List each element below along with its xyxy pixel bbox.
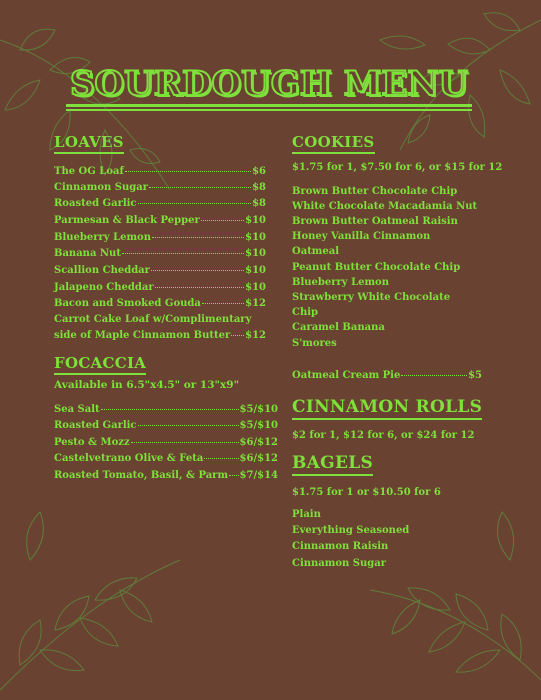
leader-dots [202,303,244,304]
item-name: Bacon and Smoked Gouda [54,298,201,309]
item-price: $10 [245,282,266,293]
cookies-pricing: $1.75 for 1, $7.50 for 6, or $15 for 12 [292,162,503,173]
leader-dots [131,442,239,443]
list-item [54,437,278,448]
item-price: $6 [252,166,266,177]
carrot-cake-line1: Carrot Cake Loaf w/Complimentary [54,314,252,325]
list-item [292,370,482,381]
leader-dots [231,335,244,336]
leader-dots [151,270,244,271]
leader-dots [138,425,239,426]
list-item: Caramel Banana [292,322,385,333]
item-name: Sea Salt [54,404,100,415]
list-item: Peanut Butter Chocolate Chip [292,262,461,273]
list-item: Honey Vanilla Cinnamon [292,231,431,242]
list-item [54,330,266,341]
list-item [54,453,278,464]
item-price: $8 [252,198,266,209]
item-price: $5 [468,370,482,381]
focaccia-subtitle: Available in 6.5"x4.5" or 13"x9" [54,379,240,391]
leader-dots [201,220,244,221]
leader-dots [155,287,245,288]
item-price: $7/$14 [239,470,278,481]
list-item [54,248,266,259]
leader-dots [122,253,244,254]
leader-dots [149,187,251,188]
list-item [54,282,266,293]
cookies-heading: COOKIES [292,133,375,154]
item-price: $5/$10 [239,404,278,415]
item-name: Roasted Garlic [54,420,137,431]
leader-dots [229,475,239,476]
menu-title: SOURDOUGH MENU [69,64,469,104]
item-price: $8 [252,182,266,193]
cinnamon-rolls-heading: CINNAMON ROLLS [292,397,482,420]
bagels-pricing: $1.75 for 1 or $10.50 for 6 [292,487,441,498]
item-price: $6/$12 [239,453,278,464]
item-name: Castelvetrano Olive & Feta [54,453,204,464]
title-underline [66,104,472,107]
item-name: Banana Nut [54,248,121,259]
leader-dots [204,458,238,459]
item-name: Roasted Tomato, Basil, & Parm [54,470,229,481]
item-name: Parmesan & Black Pepper [54,215,200,226]
item-price: $10 [245,215,266,226]
list-item: Oatmeal [292,246,340,257]
list-item [54,232,266,243]
item-price: $10 [245,265,266,276]
loaves-heading: LOAVES [54,133,124,154]
list-item: Cinnamon Raisin [292,541,389,552]
list-item [54,215,266,226]
leader-dots [152,237,244,238]
list-item: Brown Butter Oatmeal Raisin [292,216,458,227]
item-name: Cinnamon Sugar [54,182,149,193]
item-name: The OG Loaf [54,166,124,177]
list-item [54,470,278,481]
leader-dots [401,375,467,376]
item-price: $12 [245,330,266,341]
item-price: $10 [245,248,266,259]
leader-dots [138,203,252,204]
item-price: $6/$12 [239,437,278,448]
list-item [54,298,266,309]
list-item: Cinnamon Sugar [292,558,387,569]
item-name: side of Maple Cinnamon Butter [54,330,231,341]
list-item [54,420,278,431]
list-item: Strawberry White Chocolate [292,292,451,303]
leader-dots [101,409,239,410]
bagels-heading: BAGELS [292,453,373,476]
title-underline-thin [66,109,472,111]
list-item: Blueberry Lemon [292,277,389,288]
item-name: Jalapeno Cheddar [54,282,154,293]
cinnamon-rolls-pricing: $2 for 1, $12 for 6, or $24 for 12 [292,430,475,441]
focaccia-heading: FOCACCIA [54,354,146,375]
item-price: $12 [245,298,266,309]
list-item [54,404,278,415]
list-item: S'mores [292,338,337,349]
list-item [54,166,266,177]
item-name: Roasted Garlic [54,198,137,209]
item-name: Pesto & Mozz [54,437,130,448]
item-name: Oatmeal Cream Pie [292,370,401,381]
list-item [54,182,266,193]
item-name: Scallion Cheddar [54,265,150,276]
item-price: $5/$10 [239,420,278,431]
item-name: Blueberry Lemon [54,232,151,243]
list-item: White Chocolate Macadamia Nut [292,201,478,212]
list-item: Chip [292,307,319,318]
item-price: $10 [245,232,266,243]
list-item [54,198,266,209]
list-item [54,265,266,276]
list-item: Brown Butter Chocolate Chip [292,186,458,197]
leader-dots [125,171,251,172]
list-item: Plain [292,509,321,520]
list-item: Everything Seasoned [292,525,410,536]
